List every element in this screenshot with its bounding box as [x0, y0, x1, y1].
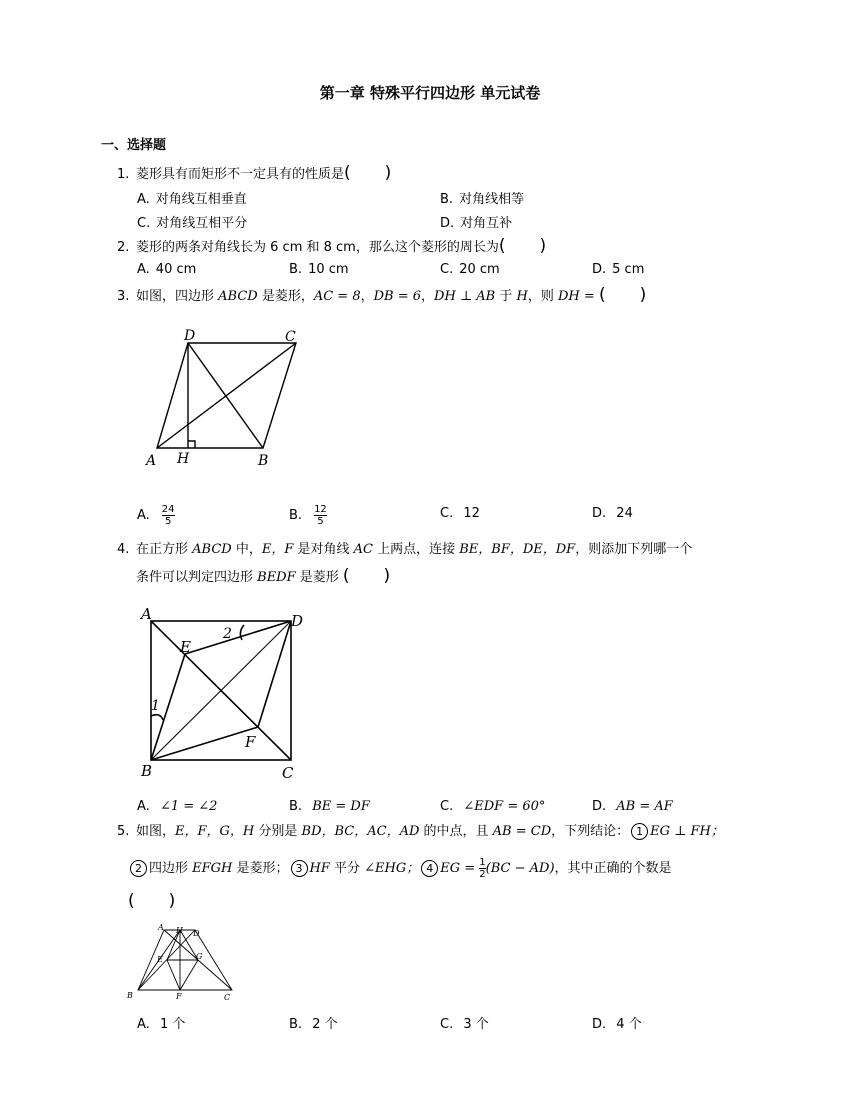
label-c: C	[285, 329, 296, 345]
option-b[interactable]: B. BE = DF	[289, 799, 370, 814]
option-a[interactable]: A. 对角线互相垂直	[137, 192, 247, 207]
question-4: 4. 在正方形 ABCD 中，E，F 是对角线 AC 上两点，连接 BE，BF，DE，DF，则添加下列哪一个	[117, 542, 693, 557]
question-2: 2. 菱形的两条对角线长为 6 cm 和 8 cm，那么这个菱形的周长为( )	[117, 236, 547, 256]
label-angle-2: 2	[223, 626, 232, 642]
answer-blank: ( )	[598, 285, 647, 305]
label-a: A	[141, 605, 152, 623]
label-b: B	[141, 762, 153, 780]
question-1	[117, 163, 391, 185]
option-c[interactable]: C. 12	[440, 506, 480, 521]
option-a[interactable]: A. $\frac{24}{5}$	[137, 504, 175, 527]
label-d: D	[184, 328, 196, 344]
option-d[interactable]: D. 5 cm	[592, 262, 645, 277]
label-b: B	[127, 991, 133, 1000]
option-b[interactable]: B. 对角线相等	[440, 192, 525, 207]
option-d[interactable]: D. 24	[592, 506, 633, 521]
answer-blank: ( )	[342, 566, 391, 586]
label-a: A	[146, 453, 157, 469]
label-a: A	[158, 923, 164, 932]
option-c[interactable]: C. ∠EDF = 60°	[440, 799, 546, 814]
option-b[interactable]: B. 10 cm	[289, 262, 349, 277]
section-heading: 一、选择题	[101, 138, 167, 153]
option-c[interactable]: C. 3 个	[440, 1017, 489, 1032]
option-a[interactable]: A. 1 个	[137, 1017, 186, 1032]
question-text: 菱形具有而矩形不一定具有的性质是	[136, 167, 345, 182]
label-c: C	[224, 993, 231, 1002]
question-number: 1.	[117, 167, 130, 182]
label-angle-1: 1	[151, 698, 160, 714]
rhombus-figure	[140, 325, 315, 470]
answer-blank: ( )	[128, 891, 176, 911]
option-c[interactable]: C. 20 cm	[440, 262, 500, 277]
question-5-line-3	[128, 891, 175, 913]
option-d[interactable]: D. 4 个	[592, 1017, 642, 1032]
answer-blank: ( )	[344, 163, 392, 183]
label-c: C	[282, 764, 294, 782]
answer-blank: ( )	[498, 236, 547, 256]
option-c[interactable]: C. 对角线互相平分	[137, 216, 248, 231]
question-3: 3. 如图，四边形 ABCD 是菱形，AC = 8，DB = 6，DH ⊥ AB 于 H，则 DH = ( )	[117, 285, 647, 305]
label-h: H	[177, 451, 190, 467]
label-f: F	[176, 992, 182, 1001]
label-e: E	[180, 638, 191, 656]
option-a[interactable]: A. ∠1 = ∠2	[137, 799, 218, 814]
page-title: 第一章 特殊平行四边形 单元试卷	[319, 84, 541, 102]
label-e: E	[157, 955, 163, 964]
square-figure	[138, 602, 313, 784]
option-d[interactable]: D. 对角互补	[440, 216, 513, 231]
option-d[interactable]: D. AB = AF	[592, 799, 673, 814]
option-a[interactable]: A. 40 cm	[137, 262, 197, 277]
label-h: H	[176, 926, 183, 935]
label-g: G	[196, 952, 203, 961]
trapezoid-figure	[124, 922, 244, 1002]
label-d: D	[291, 612, 304, 630]
label-b: B	[258, 453, 269, 469]
label-d: D	[193, 929, 200, 938]
question-5-line-2: 2 四边形 EFGH 是菱形； 3 HF 平分 ∠EHG； 4 EG = $\frac{1}{2}$ (BC − AD)，其中正确的个数是	[128, 857, 672, 880]
label-f: F	[245, 733, 256, 751]
question-5: 5. 如图，E，F，G，H 分别是 BD，BC，AC，AD 的中点，且 AB = CD，下列结论： 1 EG ⊥ FH；	[117, 824, 724, 839]
option-b[interactable]: B. $\frac{12}{5}$	[289, 504, 327, 527]
option-b[interactable]: B. 2 个	[289, 1017, 338, 1032]
question-4-line-2: 条件可以判定四边形 BEDF 是菱形 ( )	[136, 566, 391, 586]
